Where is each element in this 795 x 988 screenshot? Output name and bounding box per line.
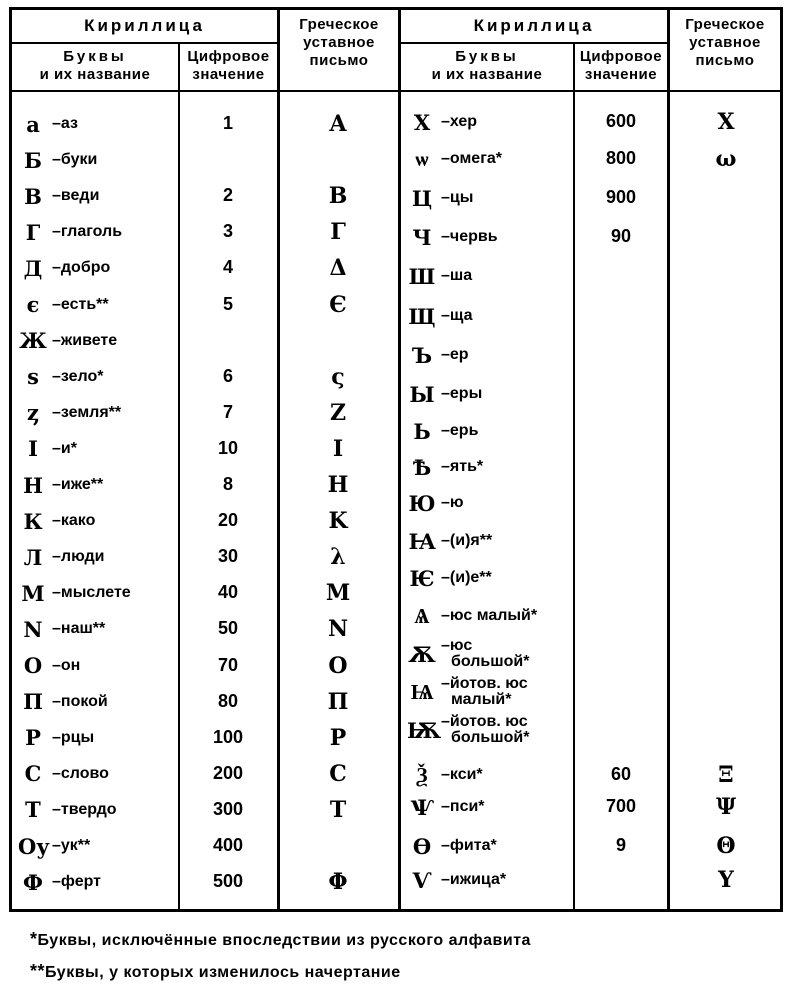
table-row	[18, 252, 110, 284]
letter-name: –аз	[52, 115, 78, 132]
table-row	[407, 864, 506, 896]
greek-letter: Β	[328, 183, 348, 210]
numeric-value: 2	[222, 185, 233, 206]
table-row	[407, 714, 529, 746]
letter-glyph: Ф	[23, 869, 43, 895]
letter-glyph: Т	[25, 797, 41, 823]
letter-name-line2: большой*	[451, 729, 530, 746]
header-greek-right	[670, 16, 780, 70]
numeric-value: 1	[222, 113, 233, 133]
letter-name: –ферт	[52, 873, 101, 891]
numeric-value: 60	[610, 764, 632, 784]
letter-name: –ук**	[52, 837, 91, 854]
numeric-value: 9	[615, 835, 626, 855]
greek-letter: Ν	[327, 616, 349, 643]
letter-name-line2: большой*	[451, 653, 530, 670]
table-row	[18, 830, 90, 862]
numeric-value: 10	[217, 437, 239, 458]
letter-glyph: Ъ	[411, 342, 433, 368]
greek-letter: Ψ	[715, 794, 737, 820]
header-greek-line2: уставное	[689, 34, 761, 51]
table-row	[18, 144, 97, 176]
greek-letter: Γ	[330, 219, 346, 246]
header-numeric-line2: значение	[584, 66, 658, 83]
letter-name-line1: –йотов. юс	[441, 713, 528, 730]
letter-glyph: ȥ	[27, 400, 39, 426]
table-row	[407, 300, 473, 332]
letter-name: –еры	[441, 385, 483, 402]
footnote-1-text: Буквы, исключённые впоследствии из русского алфавита	[37, 932, 531, 949]
divider	[401, 42, 667, 44]
table-row	[407, 562, 492, 594]
letter-name: –юс малый*	[441, 607, 538, 624]
table-row	[18, 686, 108, 718]
numeric-value: 400	[212, 835, 244, 855]
letter-name: –земля**	[52, 403, 122, 421]
letter-name: –пси*	[441, 798, 485, 815]
letter-glyph: Ж	[19, 328, 47, 354]
footnote-1	[30, 924, 531, 956]
table-row	[18, 650, 80, 682]
table-row	[18, 866, 101, 898]
letter-glyph: Н	[23, 472, 43, 498]
table-row	[18, 722, 94, 754]
letter-name: –цы	[441, 189, 474, 206]
letter-name: –рцы	[52, 728, 95, 746]
letter-name: –како	[52, 512, 96, 530]
letter-glyph: Ѣ	[412, 454, 432, 480]
letter-name: –кси*	[441, 766, 483, 783]
letter-glyph: Ь	[413, 418, 431, 444]
footnote-2-text: Буквы, у которых изменилось начертание	[45, 964, 401, 981]
header-cyrillic-right: Кириллица	[473, 16, 595, 35]
table-row	[407, 600, 537, 632]
footnotes	[30, 924, 531, 988]
letter-name: –добро	[52, 259, 111, 277]
greek-letter: Ρ	[329, 724, 347, 751]
letter-name: –люди	[52, 548, 105, 566]
greek-letter: Ο	[328, 652, 348, 679]
greek-letter: Η	[327, 472, 349, 498]
header-letters-left	[12, 48, 178, 84]
letter-name: –(и)я**	[441, 532, 493, 549]
table-row	[407, 106, 477, 138]
numeric-value: 500	[212, 871, 244, 892]
table-row	[18, 108, 78, 140]
letter-glyph: ѕ	[27, 364, 39, 390]
header-letters-line2: и их название	[39, 66, 151, 83]
greek-letter: Ξ	[718, 762, 734, 788]
letter-glyph: Ѭ	[407, 717, 442, 743]
numeric-value: 900	[605, 187, 637, 207]
table-row	[407, 451, 483, 483]
letter-name: –омега*	[441, 150, 502, 167]
letter-glyph: П	[23, 689, 43, 715]
numeric-value: 300	[212, 798, 244, 819]
letter-glyph: Ч	[412, 224, 432, 250]
numeric-value: 700	[605, 796, 637, 816]
table-row	[407, 830, 497, 862]
divider	[12, 90, 780, 92]
footnote-2	[30, 956, 531, 988]
header-greek-left	[280, 16, 398, 70]
letter-name: –ща	[441, 307, 473, 324]
table-row	[18, 325, 117, 357]
header-cyrillic-left: Кириллица	[84, 16, 205, 35]
letter-name: –наш**	[52, 620, 106, 638]
letter-glyph: Ѩ	[410, 679, 434, 704]
letter-glyph: Ѵ	[412, 867, 432, 893]
header-greek-line1: Греческое	[299, 16, 379, 33]
header-numeric-right	[575, 48, 667, 84]
letter-name: –хер	[441, 113, 478, 130]
table-row	[18, 505, 95, 537]
letter-name: –ерь	[441, 422, 479, 439]
header-greek-line2: уставное	[303, 34, 375, 51]
letter-glyph: Ѯ	[416, 762, 428, 787]
table-row	[407, 415, 478, 447]
letter-name: –фита*	[441, 837, 497, 854]
letter-name: –иже**	[52, 476, 104, 493]
table-row	[407, 221, 498, 253]
letter-glyph: Ѱ	[410, 794, 434, 820]
numeric-value: 7	[222, 401, 233, 422]
letter-name: –ша	[441, 267, 473, 284]
numeric-value: 20	[217, 510, 239, 531]
footnote-2-mark: **	[30, 961, 46, 981]
header-greek-line3: письмо	[309, 52, 369, 69]
letter-name-line1: –йотов. юс	[441, 675, 528, 692]
header-letters-line1: Буквы	[63, 48, 127, 65]
alphabet-table	[9, 7, 783, 912]
letter-glyph: Оу	[18, 833, 50, 859]
letter-name-line1: –юс	[441, 637, 473, 654]
table-row	[18, 758, 109, 790]
letter-name: –ять*	[441, 458, 484, 475]
letter-glyph: Ю	[408, 490, 436, 516]
numeric-value: 90	[610, 226, 632, 246]
table-row	[407, 487, 464, 519]
letter-name: –веди	[52, 187, 100, 205]
letter-glyph: Б	[24, 147, 42, 173]
letter-name	[441, 676, 528, 708]
greek-letter: Θ	[716, 833, 736, 859]
table-row	[18, 469, 103, 501]
table-row	[407, 676, 528, 708]
greek-letter: ω	[715, 146, 737, 172]
greek-letter: Δ	[329, 255, 347, 282]
table-row	[407, 638, 529, 670]
numeric-value: 200	[212, 762, 244, 783]
letter-name: –твердо	[52, 800, 117, 818]
table-row	[18, 577, 131, 609]
header-numeric-line1: Цифровое	[187, 48, 270, 65]
table-row	[18, 216, 122, 248]
letter-glyph: Ы	[409, 381, 435, 407]
letter-name: –слово	[52, 764, 109, 782]
letter-glyph: К	[23, 508, 43, 534]
numeric-value: 80	[217, 690, 239, 711]
letter-glyph: М	[21, 580, 45, 606]
numeric-value: 5	[222, 293, 233, 314]
header-greek-line3: письмо	[695, 52, 755, 69]
letter-glyph: Щ	[408, 303, 436, 329]
greek-letter: Π	[327, 688, 349, 715]
greek-letter: Α	[329, 111, 347, 137]
table-row	[407, 260, 472, 292]
letter-glyph: Ѧ	[414, 603, 430, 628]
letter-name: –ю	[441, 494, 464, 511]
greek-letter: C	[329, 760, 347, 787]
letter-name: –ижица*	[441, 871, 507, 888]
divider	[398, 10, 401, 909]
letter-name: –есть**	[52, 295, 109, 313]
letter-glyph: а	[26, 111, 40, 137]
table-row	[18, 289, 109, 321]
numeric-value: 50	[217, 618, 239, 639]
greek-letter: λ	[330, 544, 346, 571]
letter-glyph: є	[26, 292, 40, 317]
numeric-value: 600	[605, 111, 637, 131]
divider	[12, 42, 277, 44]
header-letters-line2: и их название	[431, 66, 543, 83]
letter-glyph: Ѥ	[409, 565, 435, 591]
header-greek-line1: Греческое	[685, 16, 765, 33]
letter-glyph: Ѫ	[408, 641, 436, 667]
letter-glyph: Г	[25, 219, 41, 245]
table-row	[407, 525, 492, 557]
letter-name: –червь	[441, 228, 498, 245]
greek-letter: Χ	[717, 109, 735, 135]
table-row	[407, 791, 485, 823]
greek-letter: ς	[331, 363, 345, 390]
letter-name-line2: малый*	[451, 691, 512, 708]
numeric-value: 40	[217, 582, 239, 603]
letter-glyph: Ш	[408, 263, 436, 289]
letter-name: –мыслете	[52, 584, 131, 602]
greek-letter: Υ	[718, 867, 734, 893]
header-numeric-left	[180, 48, 277, 84]
table-row	[18, 180, 99, 212]
table-row	[18, 361, 104, 393]
greek-letter: Є	[329, 291, 347, 318]
table-row	[407, 182, 473, 214]
table-row	[407, 759, 483, 791]
letter-name: –он	[52, 656, 81, 674]
greek-letter: Κ	[328, 508, 348, 535]
letter-name: –ер	[441, 346, 469, 363]
letter-glyph: І	[28, 436, 38, 462]
letter-glyph: С	[24, 761, 42, 787]
header-letters-line1: Буквы	[455, 48, 519, 65]
table-row	[18, 613, 105, 645]
table-row	[407, 143, 502, 175]
numeric-value: 70	[217, 654, 239, 675]
greek-letter: Ι	[332, 435, 344, 462]
numeric-value: 8	[222, 474, 233, 494]
header-numeric-line1: Цифровое	[579, 48, 663, 65]
letter-name: –живете	[52, 331, 118, 349]
letter-glyph: О	[23, 653, 43, 678]
greek-letter: Μ	[325, 580, 351, 607]
table-row	[407, 378, 482, 410]
letter-glyph: ѡ	[415, 146, 429, 171]
numeric-value: 30	[217, 546, 239, 567]
numeric-value: 800	[605, 148, 637, 168]
table-row	[18, 433, 77, 465]
letter-name: –буки	[52, 151, 98, 169]
header-numeric-line2: значение	[192, 66, 265, 83]
letter-glyph: Д	[23, 255, 43, 281]
footnote-1-mark: *	[30, 929, 38, 949]
letter-glyph: N	[23, 616, 43, 642]
header-letters-right	[401, 48, 573, 84]
letter-name: –и*	[52, 439, 77, 457]
letter-name: –глаголь	[52, 223, 123, 241]
letter-glyph: Х	[413, 109, 431, 135]
letter-name	[441, 714, 529, 746]
letter-glyph: Р	[25, 725, 41, 751]
table-row	[18, 397, 121, 429]
numeric-value: 6	[222, 365, 233, 386]
letter-glyph: Л	[23, 544, 43, 570]
table-row	[407, 339, 469, 371]
table-row	[18, 541, 105, 573]
letter-glyph: Ѳ	[412, 833, 432, 859]
letter-name: –зело*	[52, 367, 104, 385]
greek-letter: Φ	[328, 869, 348, 896]
numeric-value: 4	[222, 257, 233, 278]
greek-letter: Ζ	[329, 399, 347, 426]
letter-name	[441, 638, 529, 670]
letter-glyph: Ц	[411, 185, 433, 211]
letter-name: –(и)е**	[441, 569, 492, 586]
letter-glyph: В	[24, 183, 42, 209]
numeric-value: 3	[222, 221, 233, 242]
letter-glyph: Ꙗ	[408, 528, 436, 554]
greek-letter: Τ	[329, 796, 347, 823]
numeric-value: 100	[212, 726, 244, 747]
letter-name: –покой	[52, 692, 108, 710]
table-row	[18, 794, 117, 826]
